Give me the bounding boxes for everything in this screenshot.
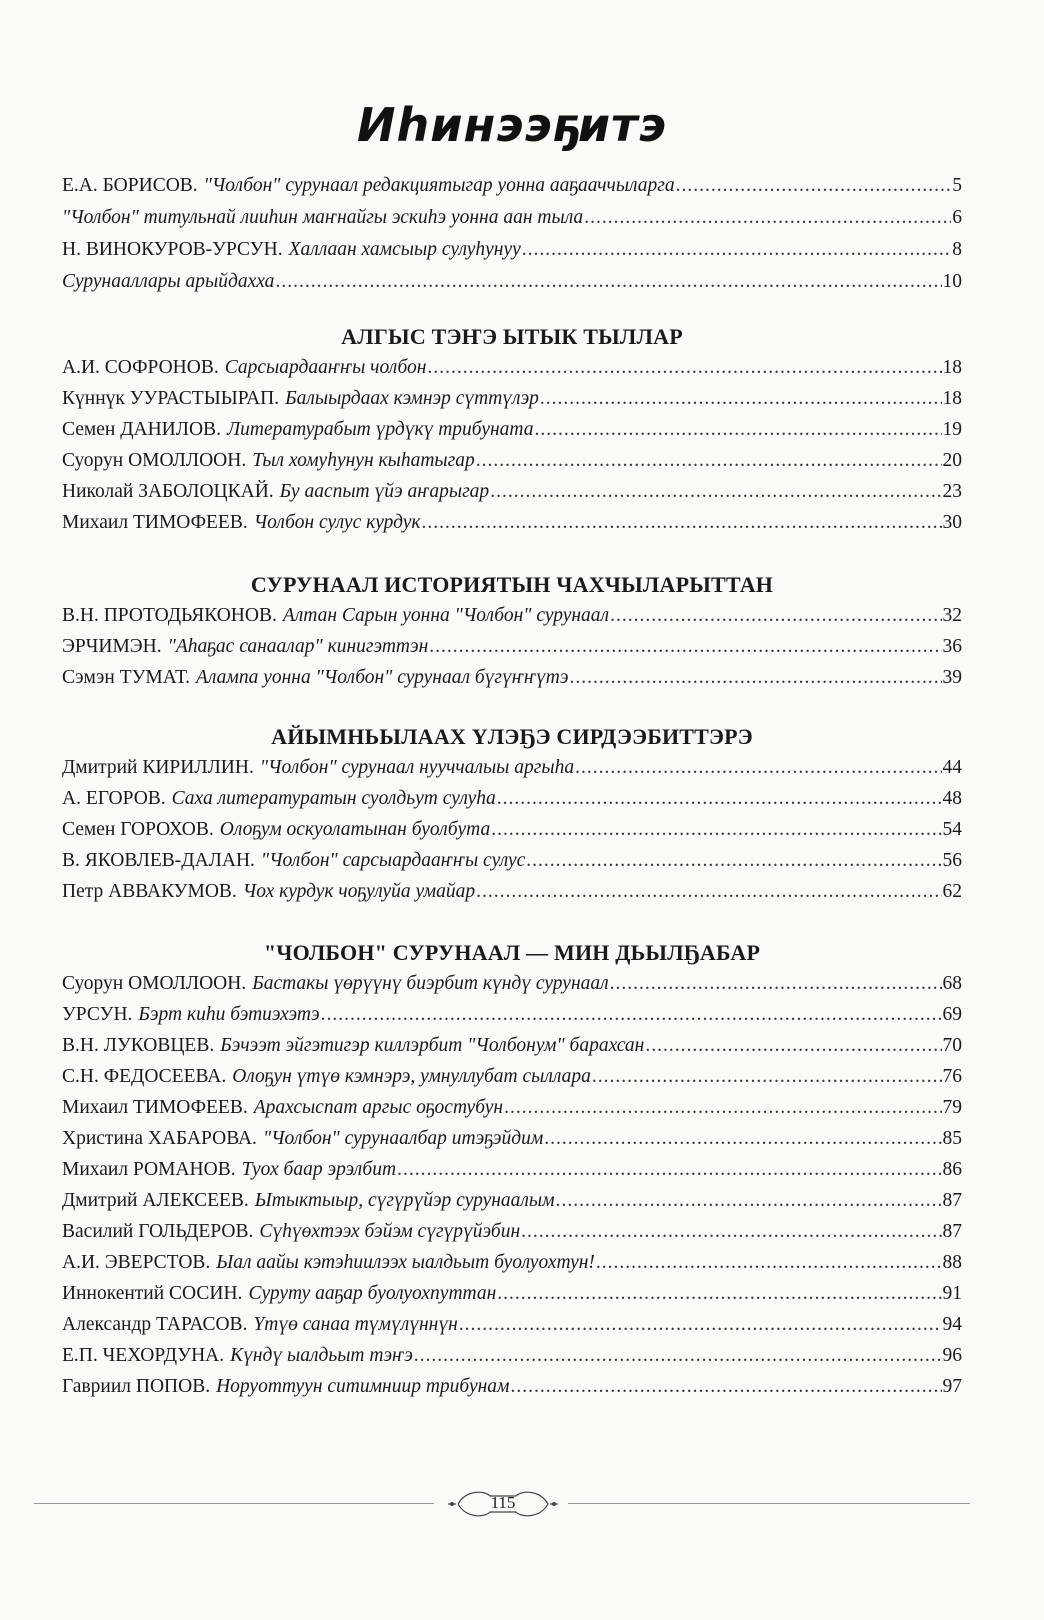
dot-leader xyxy=(535,414,942,445)
toc-entry xyxy=(62,1061,962,1092)
entry-page-number: 36 xyxy=(942,636,962,657)
entry-page-number: 6 xyxy=(952,207,962,228)
dot-leader xyxy=(321,999,942,1030)
dot-leader xyxy=(521,1216,941,1247)
dot-leader xyxy=(427,352,941,383)
dot-leader xyxy=(645,1030,941,1061)
toc-entry xyxy=(62,1309,962,1340)
entry-author: Петр АВВАКУМОВ. xyxy=(62,881,237,902)
entry-author: А. ЕГОРОВ. xyxy=(62,788,166,809)
toc-entry xyxy=(62,352,962,383)
entry-title: Олоҕун үтүө кэмнэрэ, умнуллубат сыллара xyxy=(232,1066,591,1087)
entry-page-number: 79 xyxy=(942,1097,962,1118)
entry-author: Суорун ОМОЛЛООН. xyxy=(62,973,247,994)
dot-leader xyxy=(459,1309,942,1340)
toc-entry xyxy=(62,631,962,662)
dot-leader xyxy=(610,968,942,999)
section-2 xyxy=(62,570,962,693)
dot-leader xyxy=(511,1371,942,1402)
entry-title: Үтүө санаа түмүлүннүн xyxy=(253,1314,458,1335)
entry-title: Алтан Сарын уонна "Чолбон" сурунаал xyxy=(282,605,610,626)
entry-author: С.Н. ФЕДОСЕЕВА. xyxy=(62,1066,227,1087)
entry-title: Туох баар эрэлбит xyxy=(241,1159,397,1180)
entry-author: Гавриил ПОПОВ. xyxy=(62,1376,211,1397)
toc-entry xyxy=(62,383,962,414)
entry-page-number: 32 xyxy=(942,605,962,626)
dot-leader xyxy=(497,783,942,814)
dot-leader xyxy=(540,383,942,414)
entry-title: Чох курдук чоҕулуйа умайар xyxy=(242,881,476,902)
entry-page-number: 18 xyxy=(942,388,962,409)
toc-entry xyxy=(62,1247,962,1278)
entry-page-number: 97 xyxy=(942,1376,962,1397)
entry-page-number: 30 xyxy=(942,512,962,533)
entry-title: "Аhаҕас санаалар" кинигэттэн xyxy=(167,636,429,657)
entry-author: А.И. СОФРОНОВ. xyxy=(62,357,219,378)
entry-page-number: 88 xyxy=(942,1252,962,1273)
entry-title: Бу ааспыт үйэ аҥарыгар xyxy=(279,481,490,502)
toc-entry xyxy=(62,170,962,202)
entry-author: Н. ВИНОКУРОВ-УРСУН. xyxy=(62,239,283,260)
entry-title: Чолбон сулус курдук xyxy=(253,512,421,533)
entry-author: В.Н. ЛУКОВЦЕВ. xyxy=(62,1035,215,1056)
dot-leader xyxy=(556,1185,942,1216)
dot-leader xyxy=(476,445,942,476)
page-footer xyxy=(0,1484,1044,1524)
entry-author: Николай ЗАБОЛОЦКАЙ. xyxy=(62,481,274,502)
toc-entry xyxy=(62,507,962,538)
entry-title: "Чолбон" сарсыардааҥҥы сулус xyxy=(260,850,526,871)
dot-leader xyxy=(522,234,951,266)
dot-leader xyxy=(569,662,941,693)
toc-entry xyxy=(62,445,962,476)
toc-entry xyxy=(62,600,962,631)
dot-leader xyxy=(575,752,941,783)
dot-leader xyxy=(610,600,941,631)
toc-entry xyxy=(62,202,962,234)
section-1 xyxy=(62,322,962,538)
entry-title: Литературабыт үрдүкү трибуната xyxy=(226,419,534,440)
toc-entry xyxy=(62,1216,962,1247)
entry-page-number: 86 xyxy=(942,1159,962,1180)
dot-leader xyxy=(544,1123,941,1154)
entry-author: Дмитрий КИРИЛЛИН. xyxy=(62,757,254,778)
toc-entry xyxy=(62,968,962,999)
entry-title: Сарсыардааҥҥы чолбон xyxy=(224,357,427,378)
dot-leader xyxy=(497,1278,941,1309)
toc-entry xyxy=(62,414,962,445)
toc-entry xyxy=(62,999,962,1030)
toc-entry xyxy=(62,1278,962,1309)
entry-title: Алампа уонна "Чолбон" сурунаал бүгүҥҥүтэ xyxy=(195,667,569,688)
dot-leader xyxy=(676,170,952,202)
dot-leader xyxy=(490,476,941,507)
entry-author: Иннокентий СОСИН. xyxy=(62,1283,243,1304)
entry-title: Бэрт киhи бэтиэхэтэ xyxy=(138,1004,320,1025)
entry-title: "Чолбон" сурунаалбар итэҕэйдим xyxy=(262,1128,544,1149)
toc-entry xyxy=(62,1185,962,1216)
page-title: Иhинээҕитэ xyxy=(357,98,667,152)
entry-page-number: 54 xyxy=(942,819,962,840)
entry-page-number: 96 xyxy=(942,1345,962,1366)
footer-rule-right xyxy=(568,1503,970,1504)
entry-page-number: 94 xyxy=(942,1314,962,1335)
dot-leader xyxy=(491,814,941,845)
entry-author: Күннүк УУРАСТЫЫРАП. xyxy=(62,388,280,409)
entry-title: Ыал аайы кэтэhиилээх ыалдьыт буолуохтун! xyxy=(216,1252,595,1273)
section-heading: АЛГЫС ТЭҤЭ ЫТЫК ТЫЛЛАР xyxy=(341,324,683,349)
entry-title: Халлаан хамсыыр сулуhунуу xyxy=(288,239,521,260)
toc-entry xyxy=(62,1340,962,1371)
entry-author: Семен ГОРОХОВ. xyxy=(62,819,214,840)
entry-author: Семен ДАНИЛОВ. xyxy=(62,419,221,440)
entry-page-number: 8 xyxy=(952,239,962,260)
entry-title: "Чолбон" сурунаал редакциятыгар уонна ааҕааччыларга xyxy=(203,175,675,196)
section-heading: СУРУНААЛ ИСТОРИЯТЫН ЧАХЧЫЛАРЫТТАН xyxy=(250,572,774,597)
entry-page-number: 62 xyxy=(942,881,962,902)
dot-leader xyxy=(275,266,941,298)
entry-page-number: 10 xyxy=(942,271,962,292)
entry-page-number: 56 xyxy=(942,850,962,871)
section-4 xyxy=(62,938,962,1402)
entry-page-number: 85 xyxy=(942,1128,962,1149)
toc-entry xyxy=(62,876,962,907)
entry-title: "Чолбон" сурунаал нууччалыы аргыhа xyxy=(259,757,575,778)
entry-author: Александр ТАРАСОВ. xyxy=(62,1314,248,1335)
entry-page-number: 70 xyxy=(942,1035,962,1056)
toc-entry xyxy=(62,1154,962,1185)
entry-title: Олоҕум оскуолатынан буолбута xyxy=(219,819,491,840)
entry-title: Саха литературатын суолдьут сулуhа xyxy=(171,788,496,809)
toc-entry xyxy=(62,1371,962,1402)
toc-entry xyxy=(62,234,962,266)
entry-page-number: 69 xyxy=(942,1004,962,1025)
dot-leader xyxy=(422,507,942,538)
entry-page-number: 91 xyxy=(942,1283,962,1304)
entry-title: Балыырдаах кэмнэр сүттүлэр xyxy=(285,388,539,409)
section-heading: "ЧОЛБОН" СУРУНААЛ — МИН ДЬЫЛҔАБАР xyxy=(263,940,761,965)
entry-page-number: 87 xyxy=(942,1190,962,1211)
entry-page-number: 76 xyxy=(942,1066,962,1087)
dot-leader xyxy=(414,1340,942,1371)
toc-entry xyxy=(62,783,962,814)
dot-leader xyxy=(592,1061,942,1092)
entry-page-number: 44 xyxy=(942,757,962,778)
entry-title: Норуоттуун ситимниир трибунам xyxy=(216,1376,510,1397)
entry-title: Сүhүөхтээх бэйэм сүгүрүйэбин xyxy=(259,1221,521,1242)
entry-page-number: 68 xyxy=(942,973,962,994)
page-number: 115 xyxy=(490,1493,516,1512)
toc-entry xyxy=(62,1030,962,1061)
entry-title: Бастакы үөрүүнү биэрбит күндү сурунаал xyxy=(252,973,609,994)
toc-entry xyxy=(62,845,962,876)
entry-author: Сэмэн ТУМАТ. xyxy=(62,667,190,688)
entry-author: Е.П. ЧЕХОРДУНА. xyxy=(62,1345,225,1366)
entry-author: Дмитрий АЛЕКСЕЕВ. xyxy=(62,1190,249,1211)
entry-title: Бэчээт эйгэтигэр киллэрбит "Чолбонум" барахсан xyxy=(220,1035,645,1056)
entry-author: А.И. ЭВЕРСТОВ. xyxy=(62,1252,211,1273)
entry-author: Василий ГОЛЬДЕРОВ. xyxy=(62,1221,254,1242)
entry-page-number: 19 xyxy=(942,419,962,440)
entry-page-number: 23 xyxy=(942,481,962,502)
toc-entry xyxy=(62,1123,962,1154)
dot-leader xyxy=(504,1092,941,1123)
entry-author: В. ЯКОВЛЕВ-ДАЛАН. xyxy=(62,850,255,871)
toc-entry xyxy=(62,266,962,298)
entry-page-number: 18 xyxy=(942,357,962,378)
entry-page-number: 48 xyxy=(942,788,962,809)
entry-title: "Чолбон" титульнай лииhин маҥнайгы эскиhэ уонна аан тыла xyxy=(62,207,584,228)
section-3 xyxy=(62,722,962,907)
section-heading: АЙЫМНЬЫЛААХ ҮЛЭҔЭ СИРДЭЭБИТТЭРЭ xyxy=(271,724,753,749)
toc-entry xyxy=(62,814,962,845)
entry-page-number: 87 xyxy=(942,1221,962,1242)
dot-leader xyxy=(584,202,951,234)
entry-page-number: 39 xyxy=(942,667,962,688)
dot-leader xyxy=(526,845,941,876)
entry-author: В.Н. ПРОТОДЬЯКОНОВ. xyxy=(62,605,277,626)
entry-title: Арахсыспат аргыс оҕостубун xyxy=(253,1097,504,1118)
entry-title: Суруту ааҕар буолуохпуттан xyxy=(248,1283,497,1304)
entry-author: Михаил РОМАНОВ. xyxy=(62,1159,236,1180)
entry-author: Е.А. БОРИСОВ. xyxy=(62,175,198,196)
entry-author: Суорун ОМОЛЛООН. xyxy=(62,450,247,471)
entry-title: Күндү ыалдьыт тэҥэ xyxy=(230,1345,413,1366)
footer-rule-left xyxy=(34,1503,434,1504)
entry-author: ЭРЧИМЭН. xyxy=(62,636,162,657)
dot-leader xyxy=(429,631,941,662)
toc-entry xyxy=(62,476,962,507)
entry-page-number: 5 xyxy=(952,175,962,196)
entry-author: УРСУН. xyxy=(62,1004,133,1025)
entry-title: Тыл хомуhунун кыhатыгар xyxy=(252,450,475,471)
dot-leader xyxy=(596,1247,942,1278)
entry-page-number: 20 xyxy=(942,450,962,471)
toc-entry xyxy=(62,752,962,783)
entry-author: Христина ХАБАРОВА. xyxy=(62,1128,257,1149)
entry-author: Михаил ТИМОФЕЕВ. xyxy=(62,1097,248,1118)
dot-leader xyxy=(397,1154,941,1185)
intro-list xyxy=(62,170,962,298)
toc-entry xyxy=(62,1092,962,1123)
entry-title: Сурунааллары арыйдахха xyxy=(62,271,275,292)
toc-entry xyxy=(62,662,962,693)
dot-leader xyxy=(476,876,941,907)
entry-author: Михаил ТИМОФЕЕВ. xyxy=(62,512,248,533)
entry-title: Ытыктыыр, сүгүрүйэр сурунаалым xyxy=(254,1190,555,1211)
